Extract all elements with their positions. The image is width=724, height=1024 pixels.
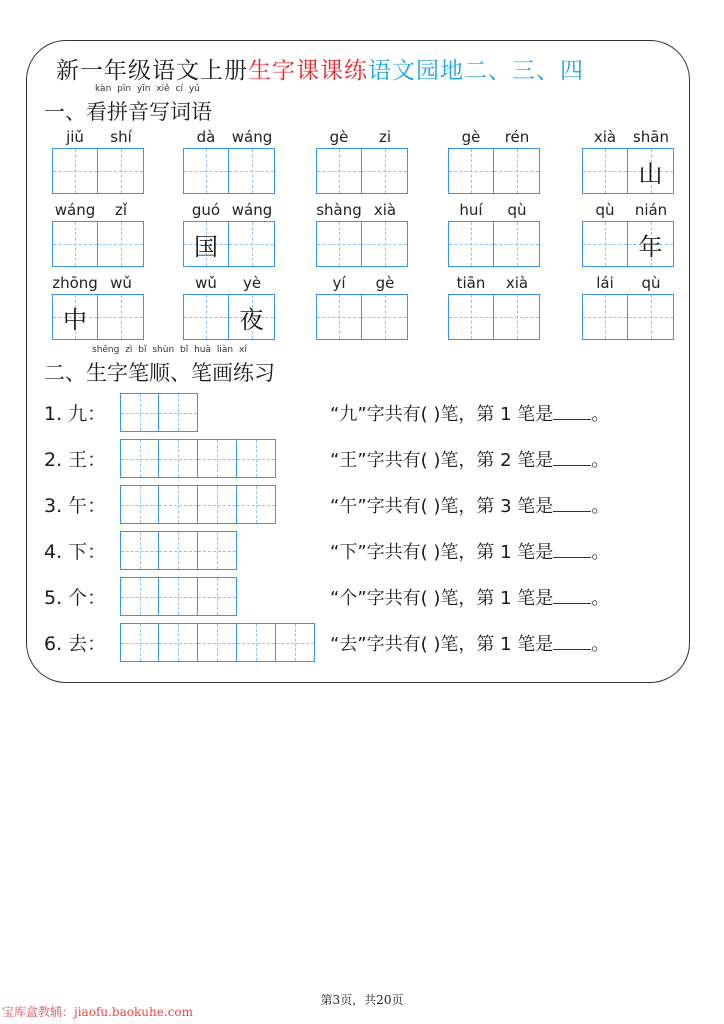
word-item (183, 128, 275, 194)
pinyin-syllable: yí (332, 274, 346, 292)
word-pinyin (448, 274, 540, 294)
answer-blank[interactable] (553, 633, 591, 650)
pinyin-syllable: wǔ (110, 274, 132, 292)
pinyin-syllable: huí (459, 201, 483, 219)
tianzige-writing-box[interactable] (198, 623, 237, 662)
stroke-question (330, 584, 609, 610)
stroke-order-boxes (120, 439, 276, 478)
tianzige-writing-box[interactable] (448, 221, 494, 267)
stroke-question (330, 446, 609, 472)
tianzige-writing-box[interactable] (362, 294, 408, 340)
pinyin-syllable: shí (110, 128, 132, 146)
box-character: 年 (638, 232, 663, 261)
tianzige-writing-box[interactable] (98, 148, 144, 194)
question-text: “九”字共有( )笔，第 1 笔是 (330, 403, 554, 425)
tianzige-writing-box[interactable] (198, 485, 237, 524)
question-period: 。 (591, 587, 610, 609)
word-item (52, 274, 144, 340)
question-text: “个”字共有( )笔，第 1 笔是 (330, 587, 554, 609)
question-period: 。 (591, 495, 610, 517)
word-pinyin (183, 128, 275, 148)
pinyin-syllable: yè (242, 274, 262, 292)
pinyin-syllable: wǔ (195, 274, 217, 292)
practice-character-label: 5. 个： (44, 587, 107, 609)
stroke-practice-row (44, 531, 694, 570)
word-item (316, 128, 408, 194)
word-pinyin (183, 274, 275, 294)
tianzige-writing-box[interactable] (628, 221, 674, 267)
stroke-practice-row (44, 393, 694, 432)
pinyin-syllable: dà (196, 128, 216, 146)
tianzige-writing-box[interactable] (582, 148, 628, 194)
pinyin-syllable: zǐ (114, 201, 128, 219)
tianzige-writing-box[interactable] (120, 439, 159, 478)
tianzige-writing-box[interactable] (316, 294, 362, 340)
word-pinyin (448, 201, 540, 221)
tianzige-writing-box[interactable] (582, 221, 628, 267)
question-period: 。 (591, 541, 610, 563)
pinyin-syllable: guó (191, 201, 221, 219)
pinyin-syllable: zi (378, 128, 392, 146)
answer-blank[interactable] (553, 449, 591, 466)
tianzige-writing-box[interactable] (120, 623, 159, 662)
stroke-practice-row (44, 485, 694, 524)
pinyin-syllable: xià (593, 128, 617, 146)
question-period: 。 (591, 449, 610, 471)
word-item (582, 274, 674, 340)
stroke-practice-row (44, 439, 694, 478)
tianzige-writing-box[interactable] (237, 485, 276, 524)
section2-title: 二、生字笔顺、笔画练习 (44, 361, 275, 385)
word-item (183, 274, 275, 340)
word-item (582, 201, 674, 267)
tianzige-writing-box[interactable] (628, 148, 674, 194)
tianzige-writing-box[interactable] (448, 294, 494, 340)
question-period: 。 (591, 403, 610, 425)
tianzige-writing-box[interactable] (198, 439, 237, 478)
tianzige-writing-box[interactable] (159, 623, 198, 662)
tianzige-writing-box[interactable] (159, 531, 198, 570)
tianzige-writing-box[interactable] (198, 531, 237, 570)
worksheet-title (56, 52, 584, 85)
tianzige-writing-box[interactable] (237, 439, 276, 478)
tianzige-writing-box[interactable] (229, 148, 275, 194)
section2-pinyin: shēng zì bǐ shùn bǐ huà liàn xí (92, 345, 247, 355)
pinyin-syllable: qù (507, 201, 527, 219)
word-item (448, 201, 540, 267)
practice-character-label: 2. 王： (44, 449, 107, 471)
question-text: “午”字共有( )笔，第 3 笔是 (330, 495, 554, 517)
word-pinyin (582, 128, 674, 148)
tianzige-writing-box[interactable] (237, 623, 276, 662)
word-pinyin (316, 128, 408, 148)
watermark: 宝库盒教辅：jiaofu.baokuhe.com (2, 1005, 193, 1019)
tianzige-writing-box[interactable] (98, 294, 144, 340)
stroke-question (330, 492, 609, 518)
pinyin-syllable: nián (634, 201, 668, 219)
stroke-practice-row (44, 577, 694, 616)
word-item (582, 128, 674, 194)
word-item (448, 274, 540, 340)
question-text: “去”字共有( )笔，第 1 笔是 (330, 633, 554, 655)
stroke-question (330, 400, 609, 426)
tianzige-writing-box[interactable] (229, 221, 275, 267)
tianzige-writing-box[interactable] (362, 221, 408, 267)
question-text: “下”字共有( )笔，第 1 笔是 (330, 541, 554, 563)
tianzige-writing-box[interactable] (52, 221, 98, 267)
pinyin-syllable: gè (375, 274, 395, 292)
question-text: “王”字共有( )笔，第 2 笔是 (330, 449, 554, 471)
stroke-order-boxes (120, 577, 237, 616)
pinyin-syllable: xià (505, 274, 529, 292)
tianzige-writing-box[interactable] (198, 577, 237, 616)
tianzige-writing-box[interactable] (183, 221, 229, 267)
word-item (52, 128, 144, 194)
tianzige-writing-box[interactable] (52, 148, 98, 194)
answer-blank[interactable] (553, 587, 591, 604)
title-unit: 语文园地二、三、四 (368, 58, 584, 84)
tianzige-writing-box[interactable] (276, 623, 315, 662)
practice-character-label: 1. 九： (44, 403, 107, 425)
word-item (183, 201, 275, 267)
pinyin-syllable: gè (461, 128, 481, 146)
pinyin-syllable: jiǔ (66, 128, 84, 146)
tianzige-writing-box[interactable] (52, 294, 98, 340)
pinyin-syllable: wáng (231, 128, 273, 146)
pinyin-syllable: rén (504, 128, 530, 146)
pinyin-syllable: xià (373, 201, 397, 219)
word-pinyin (448, 128, 540, 148)
box-character: 夜 (239, 305, 264, 334)
pinyin-syllable: wáng (231, 201, 273, 219)
word-item (52, 201, 144, 267)
word-pinyin (52, 274, 144, 294)
tianzige-writing-box[interactable] (628, 294, 674, 340)
tianzige-writing-box[interactable] (229, 294, 275, 340)
pinyin-syllable: tiān (456, 274, 486, 292)
pinyin-syllable: shān (632, 128, 670, 146)
stroke-order-boxes (120, 531, 237, 570)
word-item (448, 128, 540, 194)
answer-blank[interactable] (553, 495, 591, 512)
word-pinyin (183, 201, 275, 221)
stroke-question (330, 630, 609, 656)
pinyin-syllable: lái (596, 274, 614, 292)
answer-blank[interactable] (553, 541, 591, 558)
stroke-practice-row (44, 623, 694, 662)
word-item (316, 201, 408, 267)
question-period: 。 (591, 633, 610, 655)
stroke-question (330, 538, 609, 564)
word-pinyin (316, 201, 408, 221)
pinyin-syllable: gè (329, 128, 349, 146)
tianzige-writing-box[interactable] (582, 294, 628, 340)
tianzige-writing-box[interactable] (159, 393, 198, 432)
title-series: 生字课课练 (248, 58, 368, 84)
tianzige-writing-box[interactable] (494, 221, 540, 267)
page-number: 第3页，共20页 (320, 993, 404, 1007)
title-grade: 新一年级语文上册 (56, 58, 248, 84)
pinyin-syllable: wáng (54, 201, 96, 219)
box-character: 山 (638, 159, 663, 188)
tianzige-writing-box[interactable] (120, 485, 159, 524)
tianzige-writing-box[interactable] (183, 294, 229, 340)
tianzige-writing-box[interactable] (120, 577, 159, 616)
tianzige-writing-box[interactable] (159, 439, 198, 478)
tianzige-writing-box[interactable] (159, 577, 198, 616)
stroke-order-boxes (120, 393, 198, 432)
section1-pinyin: kàn pīn yīn xiě cí yǔ (95, 84, 200, 94)
tianzige-writing-box[interactable] (120, 531, 159, 570)
tianzige-writing-box[interactable] (448, 148, 494, 194)
word-pinyin (52, 201, 144, 221)
box-character: 中 (63, 305, 87, 334)
stroke-order-boxes (120, 623, 315, 662)
tianzige-writing-box[interactable] (98, 221, 144, 267)
word-pinyin (52, 128, 144, 148)
tianzige-writing-box[interactable] (494, 294, 540, 340)
word-pinyin (582, 274, 674, 294)
tianzige-writing-box[interactable] (316, 221, 362, 267)
pinyin-syllable: zhōng (52, 274, 98, 292)
tianzige-writing-box[interactable] (494, 148, 540, 194)
tianzige-writing-box[interactable] (316, 148, 362, 194)
tianzige-writing-box[interactable] (183, 148, 229, 194)
tianzige-writing-box[interactable] (120, 393, 159, 432)
word-pinyin (316, 274, 408, 294)
pinyin-syllable: qù (595, 201, 615, 219)
pinyin-syllable: shàng (316, 201, 362, 219)
practice-character-label: 4. 下： (44, 541, 107, 563)
word-pinyin (582, 201, 674, 221)
answer-blank[interactable] (553, 403, 591, 420)
section1-title: 一、看拼音写词语 (44, 100, 212, 124)
box-character: 国 (194, 232, 218, 261)
tianzige-writing-box[interactable] (362, 148, 408, 194)
stroke-order-boxes (120, 485, 276, 524)
practice-character-label: 3. 午： (44, 495, 107, 517)
pinyin-syllable: qù (641, 274, 661, 292)
practice-character-label: 6. 去： (44, 633, 107, 655)
tianzige-writing-box[interactable] (159, 485, 198, 524)
word-item (316, 274, 408, 340)
